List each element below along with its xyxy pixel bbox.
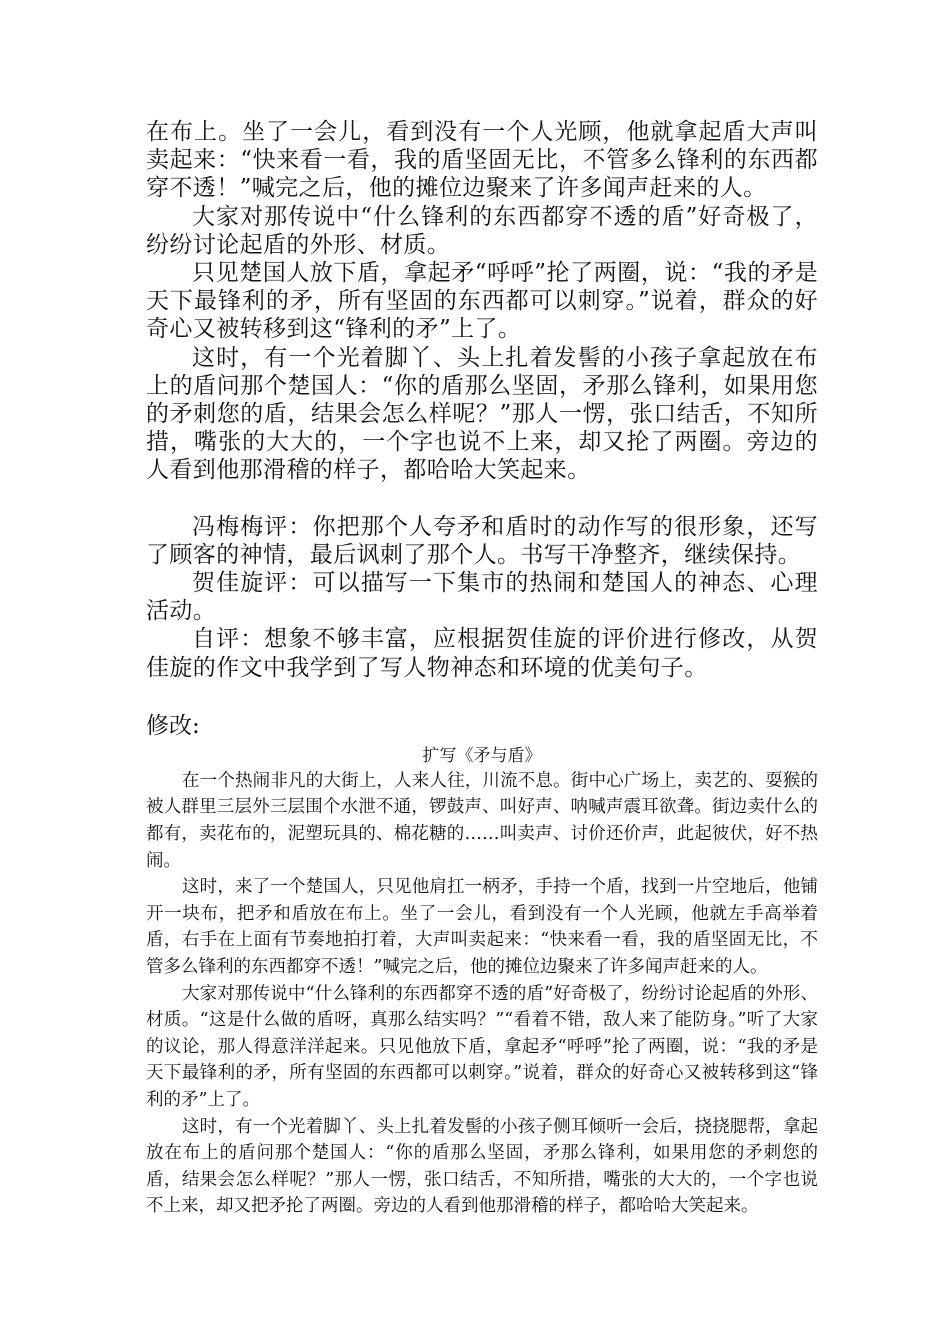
- original-paragraph: 这时，有一个光着脚丫、头上扎着发髻的小孩子拿起放在布上的盾问那个楚国人：“你的盾那么坚固，矛那么锋利，如果用您的矛刺您的盾，结果会怎么样呢？”那人一愣，张口结舌，不知所措，嘴张的大大的，一个字也说不上来，却又抡了两圈。旁边的人看到他那滑稽的样子，都哈哈大笑起来。: [146, 344, 818, 484]
- spacer: [146, 485, 818, 513]
- revised-paragraph: 大家对那传说中“什么锋利的东西都穿不透的盾”好奇极了，纷纷讨论起盾的外形、材质。“这是什么做的盾呀，真那么结实吗？”“看着不错，敌人来了能防身。”听了大家的议论，那人得意洋洋起来。只见他放下盾，拿起矛“呼呼”抡了两圈，说：“我的矛是天下最锋利的矛，所有坚固的东西都可以刺穿。”说着，群众的好奇心又被转移到这“锋利的矛”上了。: [146, 983, 818, 1110]
- peer-comment-he: 贺佳旋评：可以描写一下集市的热闹和楚国人的神态、心理活动。: [146, 570, 818, 625]
- original-essay: [146, 118, 818, 485]
- revised-paragraph: 这时，来了一个楚国人，只见他肩扛一柄矛，手持一个盾，找到一片空地后，他铺开一块布，把矛和盾放在布上。坐了一会儿，看到没有一个人光顾，他就左手高举着盾，右手在上面有节奏地拍打着，大声叫卖起来：“快来看一看，我的盾坚固无比，不管多么锋利的东西都穿不透！”喊完之后，他的摊位边聚来了许多闻声赶来的人。: [146, 877, 818, 978]
- original-paragraph: 在布上。坐了一会儿，看到没有一个人光顾，他就拿起盾大声叫卖起来：“快来看一看，我的盾坚固无比，不管多么锋利的东西都穿不透！”喊完之后，他的摊位边聚来了许多闻声赶来的人。: [146, 119, 818, 202]
- revision-title: 扩写《矛与盾》: [422, 745, 542, 766]
- revised-essay: [146, 768, 818, 1220]
- document-page: [146, 118, 818, 1220]
- revised-paragraph: 在一个热闹非凡的大街上，人来人往，川流不息。街中心广场上，卖艺的、耍猴的被人群里三层外三层围个水泄不通，锣鼓声、叫好声、呐喊声震耳欲聋。街边卖什么的都有，卖花布的，泥塑玩具的、棉花糖的……叫卖声、讨价还价声，此起彼伏，好不热闹。: [146, 770, 818, 871]
- self-comment: 自评：想象不够丰富，应根据贺佳旋的评价进行修改，从贺佳旋的作文中我学到了写人物神态和环境的优美句子。: [146, 626, 818, 681]
- original-paragraph: 大家对那传说中“什么锋利的东西都穿不透的盾”好奇极了，纷纷讨论起盾的外形、材质。: [146, 203, 818, 258]
- revised-paragraph: 这时，有一个光着脚丫、头上扎着发髻的小孩子侧耳倾听一会后，挠挠腮帮，拿起放在布上的盾问那个楚国人：“你的盾那么坚固，矛那么锋利，如果用您的矛刺您的盾，结果会怎么样呢？”那人一愣，张口结舌，不知所措，嘴张的大大的，一个字也说不上来，却又把矛抡了两圈。旁边的人看到他那滑稽的样子，都哈哈大笑起来。: [146, 1116, 818, 1217]
- revision-heading: 修改:: [146, 712, 200, 739]
- spacer: [146, 682, 818, 712]
- peer-comment-feng: 冯梅梅评：你把那个人夸矛和盾时的动作写的很形象，还写了顾客的神情，最后讽刺了那个人。书写干净整齐，继续保持。: [146, 513, 818, 568]
- original-paragraph: 只见楚国人放下盾，拿起矛“呼呼”抡了两圈，说：“我的矛是天下最锋利的矛，所有坚固的东西都可以刺穿。”说着，群众的好奇心又被转移到这“锋利的矛”上了。: [146, 260, 818, 343]
- comments-section: [146, 513, 818, 682]
